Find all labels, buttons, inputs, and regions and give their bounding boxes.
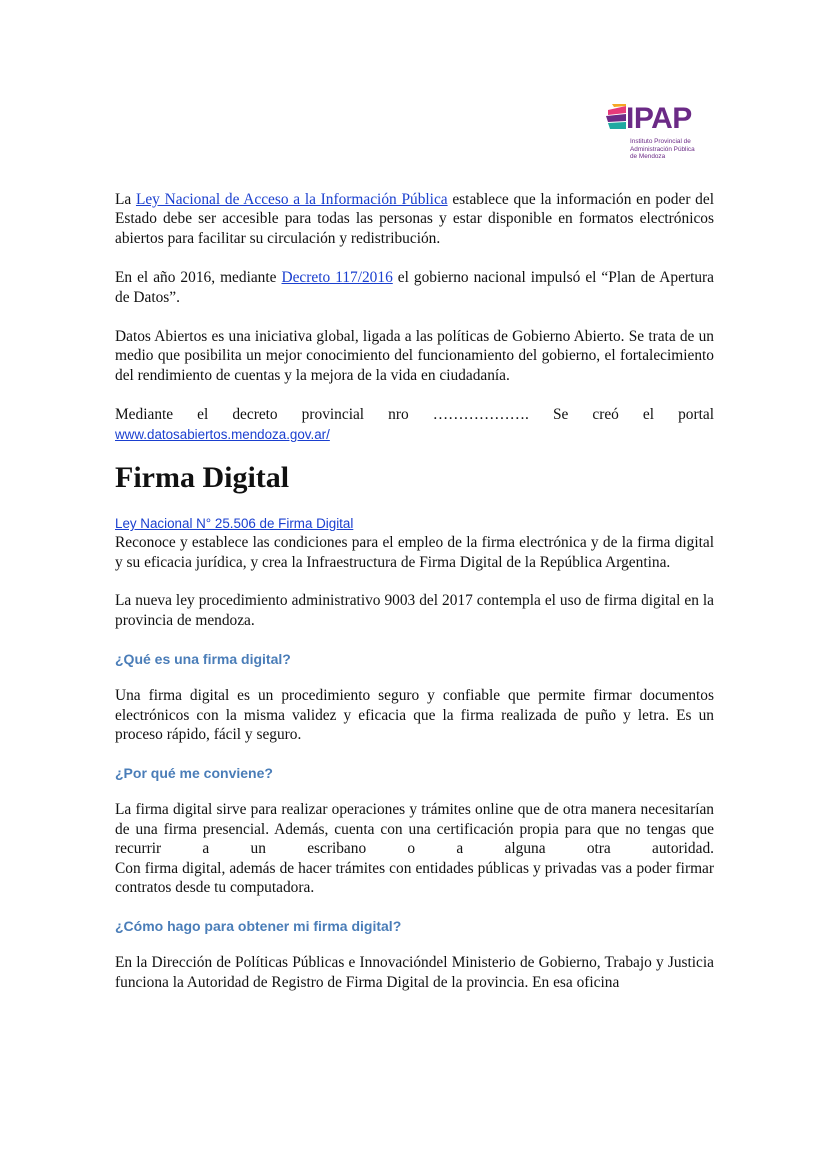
ley-firma-digital-line xyxy=(115,514,714,533)
question-como-obtener: ¿Cómo hago para obtener mi firma digital? xyxy=(115,918,402,935)
ipap-logo-mark xyxy=(606,104,628,134)
ley-firma-digital-link[interactable]: Ley Nacional N° 25.506 de Firma Digital xyxy=(115,516,354,532)
question-que-es: ¿Qué es una firma digital? xyxy=(115,651,291,668)
answer-por-que-1: La firma digital sirve para realizar operaciones y trámites online que de otra manera necesitarían de una firma presencial. Además, cuenta con una certificación propia para que no tengas que recurrir a un escribano o a alguna otra autoridad. xyxy=(115,801,714,858)
question-por-que: ¿Por qué me conviene? xyxy=(115,765,273,782)
answer-como-obtener: En la Dirección de Políticas Públicas e Innovacióndel Ministerio de Gobierno, Trabajo y Justicia funciona la Autoridad de Registro de Firma Digital de la provincia. En esa oficina xyxy=(115,954,714,991)
paragraph-decreto-2016: En el año 2016, mediante Decreto 117/2016 el gobierno nacional impulsó el “Plan de Apertura de Datos”. xyxy=(115,269,715,306)
ley-acceso-informacion-link[interactable]: Ley Nacional de Acceso a la Información Pública xyxy=(135,191,448,208)
paragraph-ley-9003: La nueva ley procedimiento administrativo 9003 del 2017 contempla el uso de firma digital en la provincia de mendoza. xyxy=(115,592,714,629)
portal-link-line xyxy=(115,425,714,444)
logo-subtitle: Instituto Provincial de Administración Pública de Mendoza xyxy=(630,138,695,161)
answer-que-es: Una firma digital es un procedimiento seguro y confiable que permite firmar documentos electrónicos con la misma validez y eficacia que la firma realizada de puño y letra. Es un proceso rápido, fácil y seguro. xyxy=(115,687,714,743)
decreto-117-2016-link[interactable]: Decreto 117/2016 xyxy=(281,269,393,287)
paragraph-datos-abiertos: Datos Abiertos es una iniciativa global, ligada a las políticas de Gobierno Abierto. Se trata de un medio que posibilita un mejor conocimiento del funcionamiento del gobierno, el fortalecimiento del rendimiento de cuentas y la mejora de la vida en ciudadanía. xyxy=(115,328,714,384)
paragraph-ley-25506: Reconoce y establece las condiciones para el empleo de la firma electrónica y de la firma digital y su eficacia jurídica, y crea la Infraestructura de Firma Digital de la República Argentina. xyxy=(115,534,714,571)
firma-digital-heading: Firma Digital xyxy=(115,461,290,495)
document-body xyxy=(115,190,714,992)
answer-por-que-2: Con firma digital, además de hacer trámites con entidades públicas y privadas vas a poder firmar contratos desde tu computadora. xyxy=(115,859,714,896)
ipap-logo xyxy=(606,104,716,166)
paragraph-decreto-provincial: Mediante el decreto provincial nro ………………. Se creó el portal xyxy=(115,406,714,424)
datos-abiertos-portal-link[interactable]: www.datosabiertos.mendoza.gov.ar/ xyxy=(115,426,330,442)
logo-wordmark: IPAP xyxy=(626,102,692,135)
paragraph-acceso-informacion: La Ley Nacional de Acceso a la Información Pública establece que la información en poder del Estado debe ser accesible para todas las personas y estar disponible en formatos electrónicos abiertos para facilitar su circulación y redistribución. xyxy=(115,191,714,247)
